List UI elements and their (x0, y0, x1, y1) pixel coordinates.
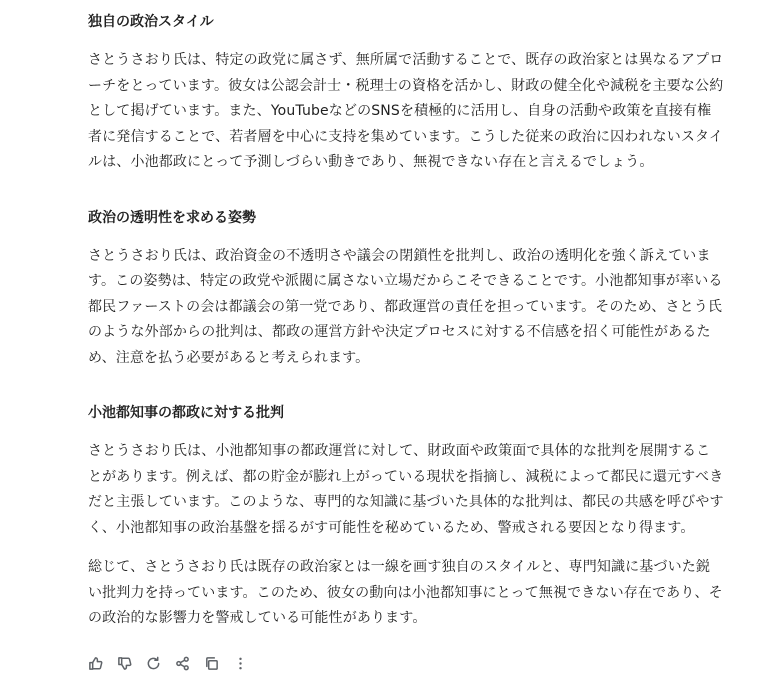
more-icon (233, 656, 248, 671)
regenerate-button[interactable] (146, 654, 175, 672)
copy-button[interactable] (204, 654, 233, 672)
thumbs-down-button[interactable] (117, 654, 146, 672)
response-actions (88, 654, 262, 672)
section-heading: 小池都知事の都政に対する批判 (88, 405, 284, 421)
more-options-button[interactable] (233, 654, 262, 672)
share-button[interactable] (175, 654, 204, 672)
summary-paragraph: 総じて、さとうさおり氏は既存の政治家とは一線を画す独自のスタイルと、専門知識に基づいた鋭い批判力を持っています。このため、彼女の動向は小池都知事にとって無視できない存在であり、その政治的な影響力を警戒している可能性があります。 (88, 559, 723, 626)
response-body (88, 0, 724, 632)
thumbs-up-button[interactable] (88, 654, 117, 672)
thumbs-up-icon (88, 656, 103, 671)
section-paragraph: さとうさおり氏は、特定の政党に属さず、無所属で活動することで、既存の政治家とは異なるアプローチをとっています。彼女は公認会計士・税理士の資格を活かし、財政の健全化や減税を主要な公約として掲げています。また、YouTubeなどのSNSを積極的に活用し、自身の活動や政策を直接有権者に発信することで、若者層を中心に支持を集めています。こうした従来の政治に囚われないスタイルは、小池都政にとって予測しづらい動きであり、無視できない存在と言えるでしょう。 (88, 52, 724, 170)
section-heading: 独自の政治スタイル (88, 14, 214, 30)
thumbs-down-icon (117, 656, 132, 671)
section-heading: 政治の透明性を求める姿勢 (88, 209, 256, 226)
regenerate-icon (146, 656, 161, 671)
copy-icon (204, 656, 219, 671)
section-paragraph: さとうさおり氏は、小池都知事の都政運営に対して、財政面や政策面で具体的な批判を展開することがあります。例えば、都の貯金が膨れ上がっている現状を指摘し、減税によって都民に還元すべきだと主張しています。このような、専門的な知識に基づいた具体的な批判は、都民の共感を呼びやすく、小池都知事の政治基盤を揺るがす可能性を秘めているため、警戒される要因となり得ます。 (88, 443, 724, 536)
section-paragraph: さとうさおり氏は、政治資金の不透明さや議会の閉鎖性を批判し、政治の透明化を強く訴えています。この姿勢は、特定の政党や派閥に属さない立場だからこそできることです。小池都知事が率いる都民ファーストの会は都議会の第一党であり、都政運営の責任を担っています。そのため、さとう氏のような外部からの批判は、都政の運営方針や決定プロセスに対する不信感を招く可能性があるため、注意を払う必要があると考えられます。 (88, 247, 723, 366)
share-icon (175, 656, 190, 671)
